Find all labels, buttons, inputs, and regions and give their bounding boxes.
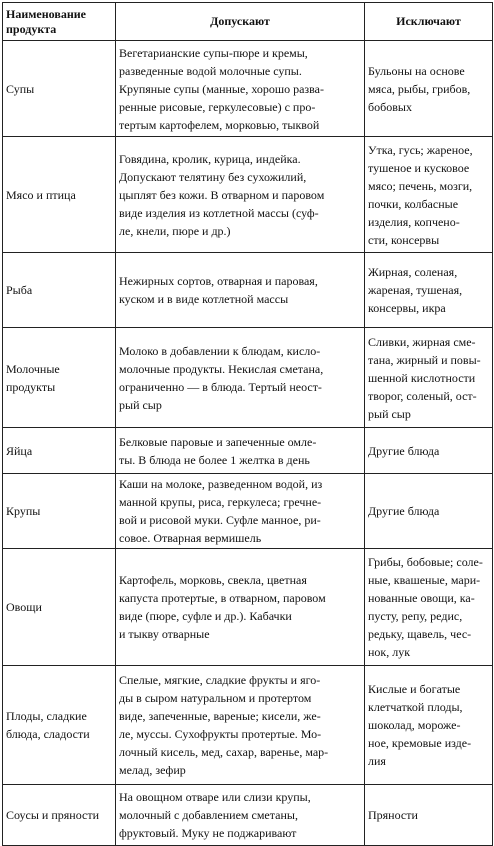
table-row bbox=[3, 474, 493, 549]
row-excluded: Сливки, жирная сме- тана, жирный и повы- шенной кислотности творог, соленый, ост- рый сыр bbox=[365, 328, 493, 428]
row-excluded: Жирная, соленая, жареная, тушеная, консервы, икра bbox=[365, 253, 493, 328]
row-name: Крупы bbox=[3, 474, 116, 549]
row-name: Мясо и птица bbox=[3, 137, 116, 253]
row-name: Супы bbox=[3, 41, 116, 137]
table-row bbox=[3, 253, 493, 328]
row-excluded: Кислые и богатые клетчаткой плоды, шоколад, мороже- ное, кремовые изде- лия bbox=[365, 666, 493, 785]
row-excluded: Грибы, бобовые; соле- ные, квашеные, мари- нованные овощи, ка- пусту, репу, редис, редьку, щавель, чес- нок, лук bbox=[365, 549, 493, 666]
header-row bbox=[3, 3, 493, 41]
row-name: Рыба bbox=[3, 253, 116, 328]
row-excluded: Другие блюда bbox=[365, 474, 493, 549]
row-name: Овощи bbox=[3, 549, 116, 666]
table-row bbox=[3, 328, 493, 428]
row-excluded: Другие блюда bbox=[365, 428, 493, 474]
row-excluded: Пряности bbox=[365, 785, 493, 846]
row-name: Яйца bbox=[3, 428, 116, 474]
row-allowed: Вегетарианские супы-пюре и кремы, разведенные водой молочные супы. Крупяные супы (манные, хорошо разва- ренные рисовые, геркулесовые) с про- тертым картофелем, морковью, тыквой bbox=[116, 41, 365, 137]
row-name: Соусы и пряности bbox=[3, 785, 116, 846]
row-name: Плоды, сладкие блюда, сладости bbox=[3, 666, 116, 785]
table-row bbox=[3, 41, 493, 137]
table-row bbox=[3, 666, 493, 785]
row-allowed: Картофель, морковь, свекла, цветная капуста протертые, в отварном, паровом виде (пюре, суфле и др.). Кабачки и тыкву отварные bbox=[116, 549, 365, 666]
table-row bbox=[3, 137, 493, 253]
row-excluded: Бульоны на основе мяса, рыбы, грибов, бобовых bbox=[365, 41, 493, 137]
row-allowed: На овощном отваре или слизи крупы, молочный с добавлением сметаны, фруктовый. Муку не поджаривают bbox=[116, 785, 365, 846]
table-row bbox=[3, 428, 493, 474]
row-allowed: Нежирных сортов, отварная и паровая, куском и в виде котлетной массы bbox=[116, 253, 365, 328]
row-excluded: Утка, гусь; жареное, тушеное и кусковое мясо; печень, мозги, почки, колбасные изделия, копчено- сти, консервы bbox=[365, 137, 493, 253]
table-row bbox=[3, 785, 493, 846]
row-allowed: Говядина, кролик, курица, индейка. Допускают телятину без сухожилий, цыплят без кожи. В отварном и паровом виде изделия из котлетной массы (суф- ле, кнели, пюре и др.) bbox=[116, 137, 365, 253]
row-allowed: Белковые паровые и запеченные омле- ты. В блюда не более 1 желтка в день bbox=[116, 428, 365, 474]
header-product: Наименование продукта bbox=[3, 3, 116, 41]
header-excluded: Исключают bbox=[365, 3, 493, 41]
row-allowed: Каши на молоке, разведенном водой, из манной крупы, риса, геркулеса; гречне- вой и рисовой муки. Суфле манное, ри- совое. Отварная вермишель bbox=[116, 474, 365, 549]
diet-table bbox=[2, 2, 493, 846]
row-allowed: Молоко в добавлении к блюдам, кисло- молочные продукты. Некислая сметана, ограниченно — в блюда. Тертый неост- рый сыр bbox=[116, 328, 365, 428]
header-allowed: Допускают bbox=[116, 3, 365, 41]
table-row bbox=[3, 549, 493, 666]
row-allowed: Спелые, мягкие, сладкие фрукты и яго- ды в сыром натуральном и протертом виде, запеченные, вареные; кисели, же- ле, муссы. Сухофрукты протертые. Мо- лочный кисель, мед, сахар, варенье, мар- мелад, зефир bbox=[116, 666, 365, 785]
row-name: Молочные продукты bbox=[3, 328, 116, 428]
